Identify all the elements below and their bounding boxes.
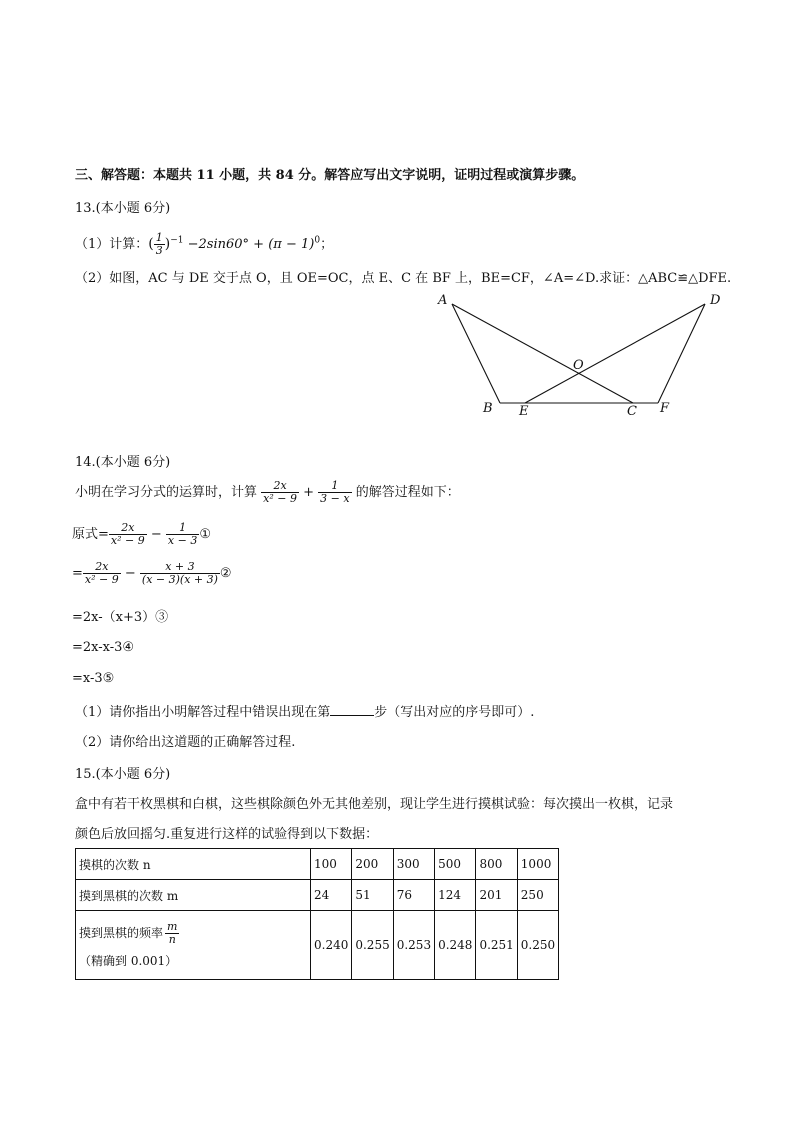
q14-step3: =2x-（x+3）③ [72, 610, 169, 625]
q14-question1 [75, 703, 534, 721]
frac-num: 2x [121, 521, 135, 534]
count-cell: 500 [435, 849, 476, 880]
label-C: C [627, 404, 637, 419]
answer-blank[interactable] [330, 703, 374, 716]
plus-sign: + [303, 485, 315, 500]
q13-exp-neg1: −1 [170, 235, 184, 246]
black-cell: 51 [352, 880, 393, 911]
row1-label: 摸棋的次数 n [76, 849, 311, 880]
count-cell: 300 [393, 849, 434, 880]
frac-num: x + 3 [165, 560, 195, 573]
segment-AB [452, 304, 500, 403]
step1-prefix: 原式= [72, 527, 109, 542]
table-row [76, 880, 559, 911]
q13-frac-num: 1 [155, 231, 163, 244]
freq-cell: 0.251 [476, 911, 517, 980]
label-A: A [438, 293, 448, 308]
frac-den: x² − 9 [84, 573, 119, 586]
frac-den: x − 3 [167, 534, 198, 547]
step1-frac1 [109, 522, 147, 547]
label-D: D [710, 293, 721, 308]
segment-AC [452, 304, 633, 403]
black-cell: 124 [435, 880, 476, 911]
frac-num: 1 [331, 479, 339, 492]
q14-intro-frac2 [318, 480, 351, 505]
black-cell: 24 [311, 880, 352, 911]
freq-cell: 0.248 [435, 911, 476, 980]
q14-step5: =x-3⑤ [72, 671, 115, 686]
step2-prefix: = [72, 566, 83, 581]
step2-mark: ② [219, 566, 232, 581]
step1-mark: ① [199, 527, 211, 542]
count-cell: 100 [311, 849, 352, 880]
q13-figure [430, 288, 730, 420]
row3-note: （精确到 0.001） [79, 954, 178, 968]
freq-cell: 0.255 [352, 911, 393, 980]
q13-part2: （2）如图，AC 与 DE 交于点 O，且 OE=OC，点 E、C 在 BF 上，BE=CF，∠A=∠D.求证：△ABC≌△DFE. [75, 271, 732, 286]
frac-den: (x − 3)(x + 3) [141, 573, 218, 586]
row2-label: 摸到黑棋的次数 m [76, 880, 311, 911]
freq-cell: 0.253 [393, 911, 434, 980]
count-cell: 800 [476, 849, 517, 880]
q14-intro-suffix: 的解答过程如下： [355, 485, 460, 500]
q14-step2 [72, 561, 232, 586]
q15-text-line2: 颜色后放回摇匀.重复进行这样的试验得到以下数据： [75, 827, 379, 842]
step1-frac2 [166, 522, 199, 547]
frac-num: 2x [273, 479, 287, 492]
q14-intro-frac1 [261, 480, 299, 505]
minus-sign: − [150, 527, 162, 542]
q13-part1-rest: −2sin60° + (π − 1) [187, 237, 315, 252]
label-O: O [573, 358, 584, 373]
q13-fraction [154, 232, 165, 257]
frac-num: 1 [179, 521, 187, 534]
q13-frac-den: 3 [155, 244, 163, 257]
label-F: F [660, 401, 670, 416]
q15-title: 15.(本小题 6分) [75, 767, 171, 782]
label-E: E [519, 404, 529, 419]
q14-intro-prefix: 小明在学习分式的运算时，计算 [75, 485, 258, 500]
q14-q1-prefix: （1）请你指出小明解答过程中错误出现在第 [75, 705, 331, 720]
frac-den: x² − 9 [263, 492, 297, 505]
q14-step4: =2x-x-3④ [72, 640, 135, 655]
frac-den: n [165, 933, 179, 946]
frac-num: m [167, 920, 178, 933]
q13-part1-end: ； [320, 237, 334, 252]
frac-num: 2x [95, 560, 109, 573]
count-cell: 1000 [517, 849, 558, 880]
label-B: B [483, 401, 493, 416]
freq-cell: 0.250 [517, 911, 558, 980]
q15-text-line1: 盒中有若干枚黑棋和白棋，这些棋除颜色外无其他差别，现让学生进行摸棋试验：每次摸出一枚棋，记录 [75, 797, 674, 812]
segment-DE [525, 304, 705, 403]
q14-intro [75, 480, 460, 505]
section-header: 三、解答题：本题共 11 小题，共 84 分。解答应写出文字说明，证明过程或演算步骤。 [75, 168, 585, 183]
q13-part1: （1）计算：( $\frac{1}{3}$ )$^{-1} -2\sin 60^\circ + (\pi - 1)^0$； [75, 231, 334, 257]
black-cell: 201 [476, 880, 517, 911]
q13-exp-0: 0 [314, 235, 321, 246]
row3-fraction [165, 921, 179, 946]
q15-data-table [75, 848, 559, 980]
step2-frac2 [140, 561, 220, 586]
frac-den: x² − 9 [110, 534, 145, 547]
row3-label [76, 911, 311, 980]
q14-step1 [72, 522, 211, 547]
minus-sign: − [124, 566, 136, 581]
step2-frac1 [83, 561, 121, 586]
q13-part1-prefix: （1）计算： [75, 237, 149, 252]
count-cell: 200 [352, 849, 393, 880]
table-row [76, 911, 559, 980]
q14-question2: （2）请你给出这道题的正确解答过程. [75, 735, 296, 750]
freq-cell: 0.240 [311, 911, 352, 980]
black-cell: 76 [393, 880, 434, 911]
table-row [76, 849, 559, 880]
row3-label-text: 摸到黑棋的频率 [79, 926, 164, 940]
frac-den: 3 − x [320, 492, 350, 505]
q14-title: 14.(本小题 6分) [75, 455, 171, 470]
black-cell: 250 [517, 880, 558, 911]
q14-q1-suffix: 步（写出对应的序号即可）. [374, 705, 535, 720]
segment-DF [658, 304, 705, 403]
q13-title: 13.(本小题 6分) [75, 201, 171, 216]
